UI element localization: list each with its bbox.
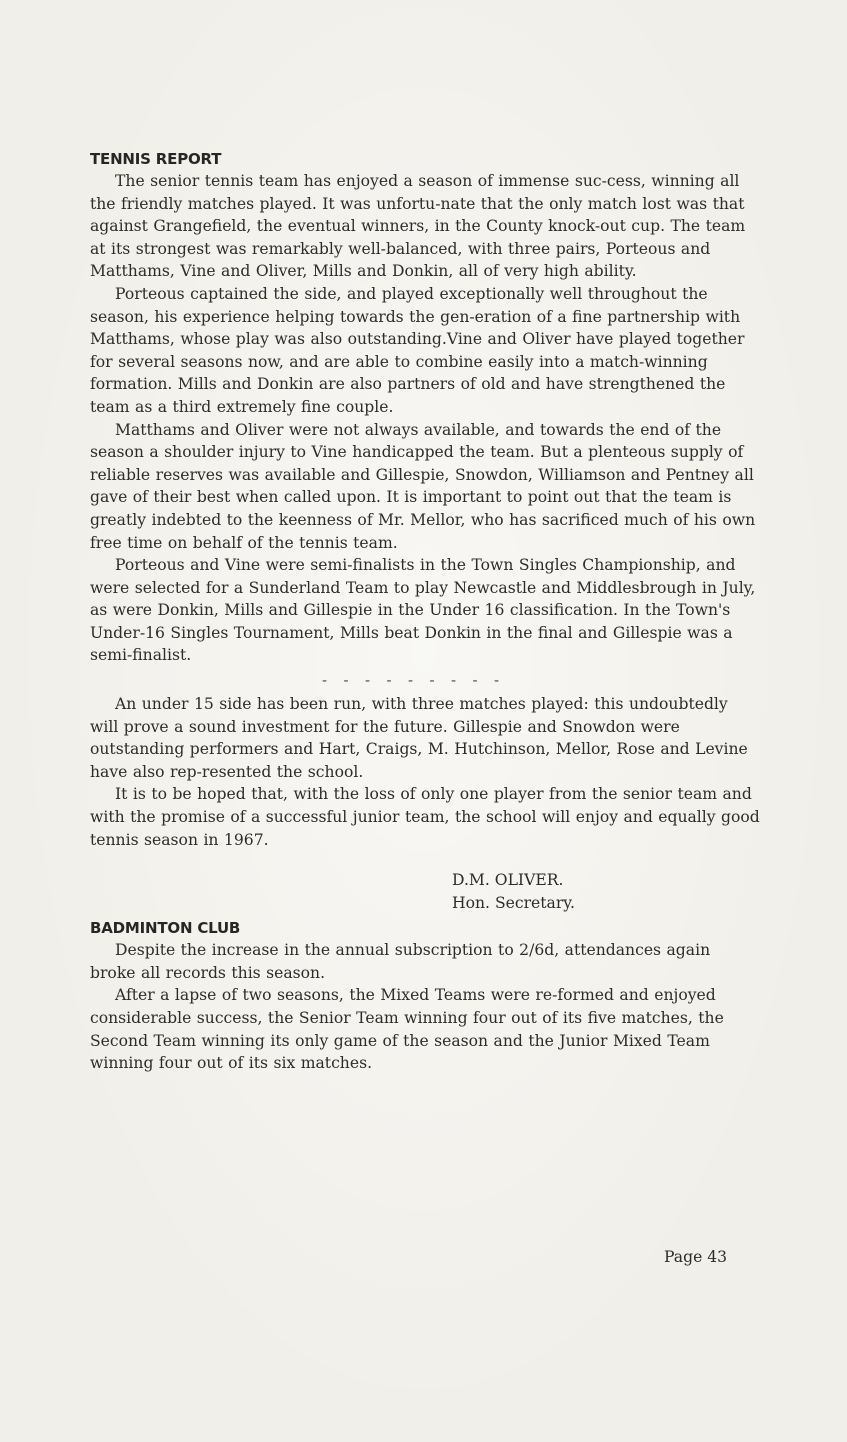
tennis-report-heading: TENNIS REPORT bbox=[90, 150, 222, 168]
text-column bbox=[90, 148, 760, 1075]
tennis-junior-paragraph-1: An under 15 side has been run, with three matches played: this undoubtedly will prove a sound investment for the future. Gillespie and Snowdon were outstanding performers and Hart, Craigs, M. Hutchinson, Mellor, Rose and Levine have also rep-resented the school. bbox=[90, 695, 748, 781]
tennis-junior-paragraph-2: It is to be hoped that, with the loss of only one player from the senior team and with the promise of a successful junior team, the school will enjoy and equally good tennis season in 1967. bbox=[90, 785, 760, 849]
section-separator: - - - - - - - - - bbox=[322, 673, 506, 690]
signature-title: Hon. Secretary. bbox=[452, 894, 575, 913]
badminton-club-heading: BADMINTON CLUB bbox=[90, 919, 241, 938]
tennis-signature bbox=[452, 869, 760, 915]
tennis-paragraph-1: The senior tennis team has enjoyed a season of immense suc-cess, winning all the friendly matches played. It was unfortu-nate that the only match lost was that against Grangefield, the eventual winners, in the County knock-out cup. The team at its strongest was remarkably well-balanced, with three pairs, Porteous and Matthams, Vine and Oliver, Mills and Donkin, all of very high ability. bbox=[90, 172, 746, 281]
page-number: Page 43 bbox=[664, 1248, 728, 1266]
signature-name: D.M. OLIVER. bbox=[452, 871, 564, 890]
tennis-paragraph-2: Porteous captained the side, and played exceptionally well throughout the season, his experience helping towards the gen-eration of a fine partnership with Matthams, whose play was also outstanding.Vine and Oliver have played together for several seasons now, and are able to combine easily into a match-winning formation. Mills and Donkin are also partners of old and have strengthened the team as a third extremely fine couple. bbox=[90, 284, 745, 416]
tennis-paragraph-3: Matthams and Oliver were not always available, and towards the end of the season a shoulder injury to Vine handicapped the team. But a plenteous supply of reliable reserves was available and Gillespie, Snowdon, Williamson and Pentney all gave of their best when called upon. It is important to point out that the team is greatly indebted to the keenness of Mr. Mellor, who has sacrificed much of his own free time on behalf of the tennis team. bbox=[90, 420, 756, 552]
badminton-paragraph-1: Despite the increase in the annual subscription to 2/6d, attendances again broke all records this season. bbox=[90, 941, 711, 982]
tennis-paragraph-4: Porteous and Vine were semi-finalists in the Town Singles Championship, and were selected for a Sunderland Team to play Newcastle and Middlesbrough in July, as were Donkin, Mills and Gillespie in the Under 16 classification. In the Town's Under-16 Singles Tournament, Mills beat Donkin in the final and Gillespie was a semi-finalist. bbox=[90, 556, 756, 665]
badminton-paragraph-2: After a lapse of two seasons, the Mixed Teams were re-formed and enjoyed considerable success, the Senior Team winning four out of its five matches, the Second Team winning its only game of the season and the Junior Mixed Team winning four out of its six matches. bbox=[90, 986, 724, 1073]
